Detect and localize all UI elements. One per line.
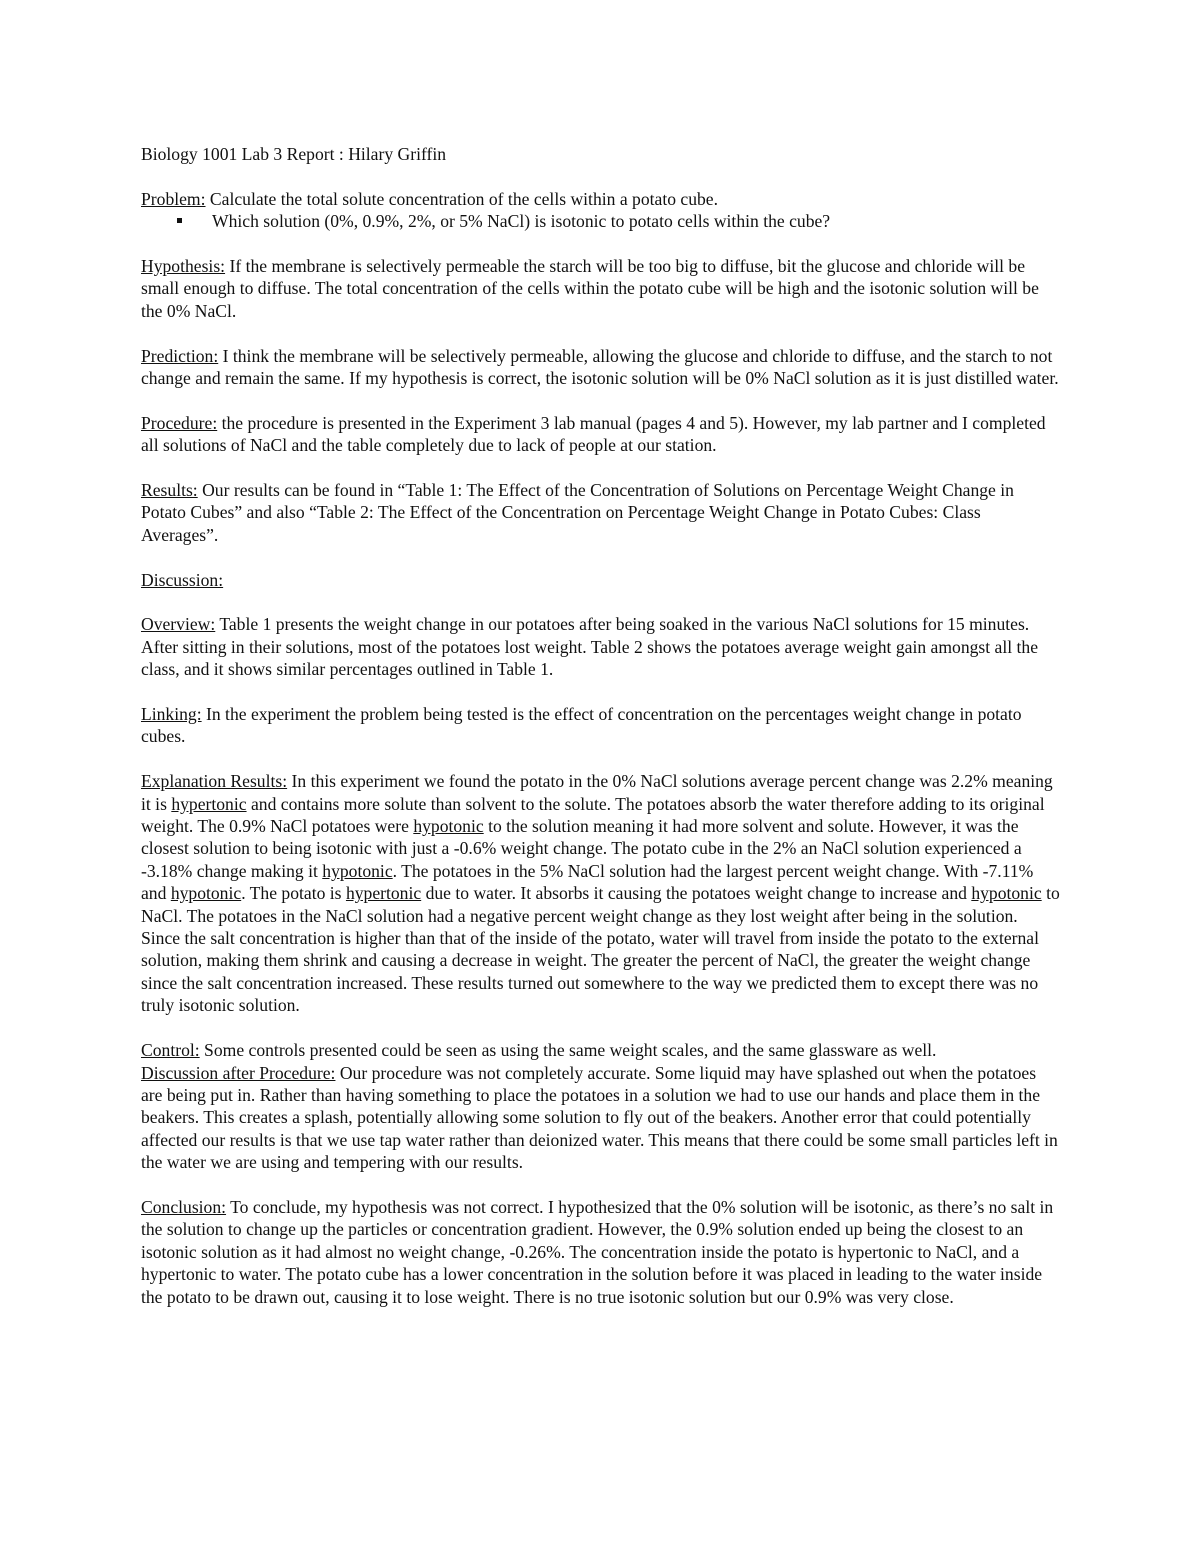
- explanation-term: hypotonic: [170, 883, 242, 904]
- problem-bullet-list: [141, 210, 1061, 232]
- control-label: Control:: [141, 1040, 200, 1061]
- explanation-text: to NaCl. The potatoes in the NaCl solution had a negative percent weight change as they lost weight after being in the solution. Since the salt concentration is higher than that of the inside of the potato, water will travel from inside the potato to the external solution, making them shrink and causing a decrease in weight. The greater the percent of NaCl, the greater the weight change since the salt concentration increased. These results turned out somewhere to the way we predicted them to except there was no truly isotonic solution.: [141, 883, 1060, 1016]
- procedure-text: the procedure is presented in the Experiment 3 lab manual (pages 4 and 5). However, my lab partner and I completed all solutions of NaCl and the table completely due to lack of people at our station.: [141, 412, 1046, 456]
- problem-paragraph: [141, 188, 1061, 210]
- problem-label: Problem:: [141, 188, 206, 209]
- results-text: Our results can be found in “Table 1: The Effect of the Concentration of Solutions on Percentage Weight Change in Potato Cubes” and also “Table 2: The Effect of the Concentration on Percentage Weight Change in Potato Cubes: Class Averages”.: [141, 480, 1014, 545]
- conclusion-paragraph: [141, 1196, 1061, 1308]
- control-paragraph: [141, 1039, 1061, 1061]
- explanation-text: to the solution meaning it had more solvent and solute. However, it was the closest solution to being isotonic with just a -0.6% weight change. The potato cube in the 2% an NaCl solution experienced a -3.18% change making it: [141, 816, 1022, 881]
- explanation-term: hypertonic: [171, 793, 247, 814]
- document-title: Biology 1001 Lab 3 Report : Hilary Griffin: [141, 144, 447, 164]
- prediction-text: I think the membrane will be selectively permeable, allowing the glucose and chloride to diffuse, and the starch to not change and remain the same. If my hypothesis is correct, the isotonic solution will be 0% NaCl solution as it is just distilled water.: [141, 345, 1059, 389]
- procedure-label: Procedure:: [141, 412, 218, 433]
- discussion-after-procedure-paragraph: [141, 1062, 1061, 1174]
- conclusion-label: Conclusion:: [141, 1196, 227, 1217]
- procedure-paragraph: [141, 412, 1061, 457]
- conclusion-text: To conclude, my hypothesis was not correct. I hypothesized that the 0% solution will be isotonic, as there’s no salt in the solution to change up the particles or concentration gradient. However, the 0.9% solution ended up being the closest to an isotonic solution as it had almost no weight change, -0.26%. The concentration inside the potato is hypertonic to NaCl, and a hypertonic to water. The potato cube has a lower concentration in the solution before it was placed in leading to the water inside the potato to be drawn out, causing it to lose weight. There is no true isotonic solution but our 0.9% was very close.: [141, 1196, 1054, 1307]
- results-paragraph: [141, 479, 1061, 546]
- results-label: Results:: [141, 480, 198, 501]
- problem-text: Calculate the total solute concentration of the cells within a potato cube.: [205, 188, 719, 209]
- explanation-text: and contains more solute than solvent to the solute. The potatoes absorb the water therefore adding to its original weight. The 0.9% NaCl potatoes were: [141, 793, 1045, 837]
- linking-text: In the experiment the problem being tested is the effect of concentration on the percentages weight change in potato cubes.: [141, 704, 1022, 747]
- overview-paragraph: [141, 613, 1061, 680]
- hypothesis-label: Hypothesis:: [141, 256, 226, 276]
- overview-label: Overview:: [141, 614, 216, 635]
- linking-label: Linking:: [141, 704, 202, 725]
- hypothesis-text: If the membrane is selectively permeable the starch will be too big to diffuse, bit the glucose and chloride will be small enough to diffuse. The total concentration of the cells within the potato cube will be high and the isotonic solution will be the 0% NaCl.: [141, 256, 1039, 321]
- control-text: Some controls presented could be seen as using the same weight scales, and the same glassware as well.: [199, 1040, 937, 1061]
- document-page: [141, 143, 1061, 1330]
- explanation-term: hypotonic: [322, 860, 393, 881]
- problem-bullet-text: Which solution (0%, 0.9%, 2%, or 5% NaCl) is isotonic to potato cells within the cube?: [212, 211, 831, 232]
- square-bullet-icon: [177, 218, 182, 223]
- explanation-text: . The potatoes in the 5% NaCl solution had the largest percent weight change. With -7.11% and: [141, 860, 1034, 904]
- explanation-text: . The potato is: [241, 883, 346, 904]
- discussion-after-procedure-label: Discussion after Procedure:: [141, 1062, 336, 1083]
- hypothesis-paragraph: [141, 255, 1061, 322]
- discussion-after-procedure-text: Our procedure was not completely accurate. Some liquid may have splashed out when the potatoes are being put in. Rather than having something to place the potatoes in a solution we had to use our hands and place them in the beakers. This creates a splash, potentially allowing some solution to fly out of the beakers. Another error that could potentially affected our results is that we use tap water rather than deionized water. This means that there could be some small particles left in the water we are using and tempering with our results.: [141, 1062, 1058, 1173]
- overview-text: Table 1 presents the weight change in our potatoes after being soaked in the various NaCl solutions for 15 minutes. After sitting in their solutions, most of the potatoes lost weight. Table 2 shows the potatoes average weight gain amongst all the class, and it shows similar percentages outlined in Table 1.: [141, 614, 1039, 680]
- explanation-term: hypotonic: [413, 816, 484, 837]
- explanation-text: In this experiment we found the potato in the 0% NaCl solutions average percent change was 2.2% meaning it is: [141, 771, 1053, 814]
- prediction-paragraph: [141, 345, 1061, 390]
- discussion-heading: [141, 569, 1061, 591]
- explanation-term: hypotonic: [971, 883, 1042, 904]
- explanation-term: hypertonic: [345, 883, 422, 904]
- explanation-paragraph: [141, 770, 1061, 1016]
- discussion-label: Discussion:: [141, 569, 224, 590]
- explanation-label: Explanation Results:: [141, 771, 288, 792]
- explanation-text: due to water. It absorbs it causing the potatoes weight change to increase and: [421, 883, 972, 904]
- prediction-label: Prediction:: [141, 345, 219, 366]
- linking-paragraph: [141, 703, 1061, 748]
- list-item: [141, 210, 1061, 232]
